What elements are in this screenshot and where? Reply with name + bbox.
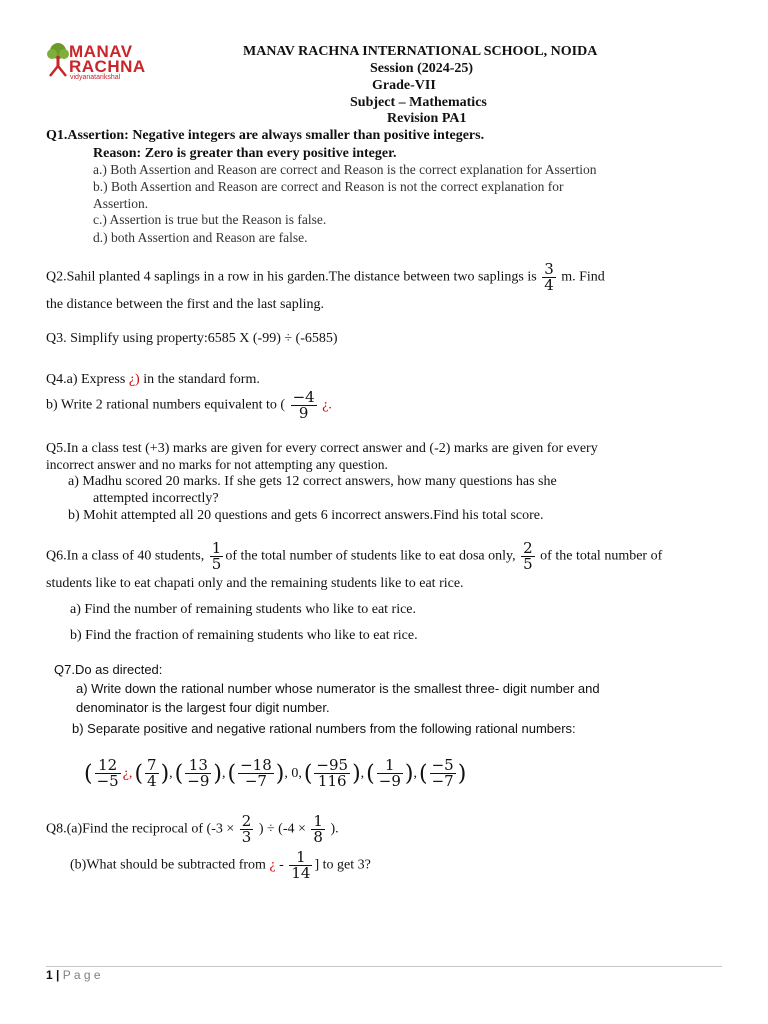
q4-b-num: −4 — [292, 388, 315, 406]
close-paren: ) — [160, 761, 170, 786]
grade: Grade-VII — [372, 78, 436, 93]
q8-a-post: ). — [330, 821, 339, 837]
open-paren: ( — [84, 761, 93, 786]
q8-a-fraction-2 — [311, 814, 325, 845]
q8-b-dash: - — [279, 857, 284, 873]
q1-option-b-line1: b.) Both Assertion and Reason are correct and Reason is not the correct explanation for — [93, 179, 564, 194]
q4-b-glyph: ¿. — [322, 397, 332, 413]
q4-b-pre: b) Write 2 rational numbers equivalent to ( — [46, 397, 286, 413]
q7-title: Q7.Do as directed: — [54, 662, 163, 677]
q6-f2-num: 2 — [523, 539, 533, 557]
q1-option-c: c.) Assertion is true but the Reason is false. — [93, 212, 327, 227]
q6-f1-den: 5 — [211, 555, 222, 573]
q8-b-glyph: ¿ — [269, 857, 276, 873]
q7-rational-list — [84, 758, 468, 789]
q7-a-line2: denominator is the largest four digit number. — [76, 700, 330, 715]
q1-assertion: Q1.Assertion: Negative integers are always smaller than positive integers. — [46, 128, 485, 143]
item-suffix: , 0, — [284, 765, 302, 781]
open-paren: ( — [134, 761, 144, 786]
q2-post: m. Find — [561, 269, 605, 285]
logo-line1: MANAV — [69, 42, 133, 61]
open-paren: ( — [418, 761, 428, 786]
q2-line2: the distance between the first and the last sapling. — [46, 297, 324, 312]
rational-fraction — [377, 758, 403, 789]
logo-tagline: vidyanatarikshal — [70, 74, 121, 81]
q8-b-fraction — [289, 850, 312, 881]
q5-line1: Q5.In a class test (+3) marks are given for every correct answer and (-2) marks are given for every — [46, 441, 598, 456]
close-paren: ) — [213, 761, 222, 786]
q4-a-glyph: ¿) — [128, 372, 140, 387]
subject: Subject – Mathematics — [350, 95, 487, 110]
q5-a-line2: attempted incorrectly? — [93, 491, 219, 506]
q4-a — [46, 372, 260, 388]
rational-number-item — [303, 756, 365, 790]
q6-a: a) Find the number of remaining students who like to eat rice. — [70, 602, 417, 617]
q4-a-pre: Q4.a) Express — [46, 372, 126, 387]
item-suffix: ¿, — [122, 765, 133, 781]
q8-b-post: ] to get 3? — [314, 857, 371, 873]
rational-number-item — [366, 756, 417, 790]
rational-number-item — [227, 756, 302, 790]
q6-mid: of the total number of students like to eat dosa only, — [225, 548, 516, 564]
page-label: P a g e — [62, 968, 101, 982]
fraction-numerator: 13 — [185, 758, 211, 774]
open-paren: ( — [227, 761, 237, 786]
q8-a-f1-num: 2 — [241, 812, 252, 830]
fraction-numerator: −95 — [316, 756, 349, 774]
logo-line2: RACHNA — [69, 57, 146, 76]
school-name: MANAV RACHNA INTERNATIONAL SCHOOL, NOIDA — [243, 44, 598, 59]
q2-fraction — [542, 262, 556, 293]
rational-number-item — [418, 756, 467, 790]
q1-option-d: d.) both Assertion and Reason are false. — [93, 230, 308, 245]
fraction-denominator: −9 — [187, 772, 210, 790]
footer-page — [46, 968, 101, 982]
rational-fraction — [145, 758, 159, 789]
rational-fraction — [185, 758, 211, 789]
fraction-denominator: 4 — [147, 772, 157, 790]
q5-a-line1: a) Madhu scored 20 marks. If she gets 12 correct answers, how many questions has she — [68, 474, 557, 489]
revision-title: Revision PA1 — [387, 111, 467, 126]
q8-b-num: 1 — [289, 850, 312, 866]
fraction-denominator: −9 — [378, 772, 401, 790]
open-paren: ( — [366, 761, 375, 786]
q8-a-mid: ) ÷ (-4 × — [258, 821, 306, 837]
fraction-numerator: −18 — [240, 756, 272, 774]
q6-line2: students like to eat chapati only and the remaining students like to eat rice. — [46, 576, 464, 591]
fraction-numerator: 7 — [147, 756, 157, 774]
close-paren: ) — [404, 761, 414, 786]
item-suffix: , — [413, 765, 417, 781]
open-paren: ( — [174, 761, 184, 786]
q6-b: b) Find the fraction of remaining students who like to eat rice. — [70, 628, 418, 643]
q6-line1 — [46, 541, 662, 572]
q4-b-den: 9 — [298, 404, 309, 422]
session: Session (2024-25) — [370, 61, 474, 76]
q8-a-fraction-1 — [240, 814, 254, 845]
q8-b-pre: (b)What should be subtracted from — [70, 857, 266, 873]
q8-a-f2-den: 8 — [313, 828, 323, 846]
q8-a — [46, 814, 339, 845]
q8-a-f1-den: 3 — [241, 828, 252, 846]
item-suffix: , — [221, 765, 226, 781]
tree-icon — [46, 42, 70, 78]
rational-fraction — [314, 758, 350, 789]
q6-fraction-1 — [210, 541, 224, 572]
rational-number-item — [84, 756, 133, 790]
page-number: 1 — [46, 968, 53, 982]
q5-line2: incorrect answer and no marks for not attempting any question. — [46, 457, 388, 472]
q2-den: 4 — [544, 276, 554, 294]
open-paren: ( — [303, 761, 313, 786]
q2-num: 3 — [544, 260, 554, 278]
q4-b — [46, 390, 332, 421]
q8-a-f2-num: 1 — [313, 812, 323, 830]
q5-b: b) Mohit attempted all 20 questions and gets 6 incorrect answers.Find his total score. — [68, 508, 544, 523]
close-paren: ) — [352, 761, 361, 786]
q7-a-line1: a) Write down the rational number whose numerator is the smallest three- digit number and — [76, 681, 600, 696]
q8-b-den: 14 — [291, 864, 311, 882]
q4-b-fraction — [291, 390, 317, 421]
rational-number-item — [134, 756, 173, 790]
close-paren: ) — [457, 761, 467, 786]
item-suffix: , — [360, 765, 365, 781]
rational-number-item — [174, 756, 226, 790]
q2-text: Q2.Sahil planted 4 saplings in a row in his garden.The distance between two saplings is — [46, 269, 537, 285]
rational-fraction — [238, 758, 274, 789]
q1-option-b-line2: Assertion. — [93, 196, 149, 211]
q4-a-post: in the standard form. — [143, 372, 260, 387]
fraction-denominator: −7 — [244, 772, 267, 790]
q3-text: Q3. Simplify using property:6585 X (-99) ÷ (-6585) — [46, 331, 338, 346]
q6-post: of the total number of — [540, 548, 663, 564]
fraction-numerator: 1 — [377, 758, 403, 774]
rational-fraction — [430, 758, 456, 789]
fraction-denominator: −5 — [96, 772, 119, 790]
fraction-denominator: −7 — [431, 772, 454, 790]
page-separator: | — [56, 968, 60, 982]
item-suffix: , — [169, 765, 173, 781]
q6-f2-den: 5 — [523, 555, 533, 573]
fraction-numerator: 12 — [95, 758, 121, 774]
close-paren: ) — [275, 761, 285, 786]
q7-b: b) Separate positive and negative rational numbers from the following rational numbers: — [72, 721, 576, 736]
q6-pre: Q6.In a class of 40 students, — [46, 548, 205, 564]
q8-b — [70, 850, 371, 881]
school-logo — [46, 42, 150, 84]
q6-f1-num: 1 — [211, 539, 222, 557]
rational-fraction — [95, 758, 121, 789]
q6-fraction-2 — [521, 541, 535, 572]
footer-divider — [46, 966, 722, 967]
q2-line1 — [46, 262, 605, 293]
q8-a-pre: Q8.(a)Find the reciprocal of (-3 × — [46, 821, 235, 837]
q1-reason: Reason: Zero is greater than every positive integer. — [93, 146, 397, 161]
fraction-denominator: 116 — [317, 772, 347, 790]
q1-option-a: a.) Both Assertion and Reason are correct and Reason is the correct explanation for Assertion — [93, 162, 597, 177]
fraction-numerator: −5 — [431, 756, 454, 774]
